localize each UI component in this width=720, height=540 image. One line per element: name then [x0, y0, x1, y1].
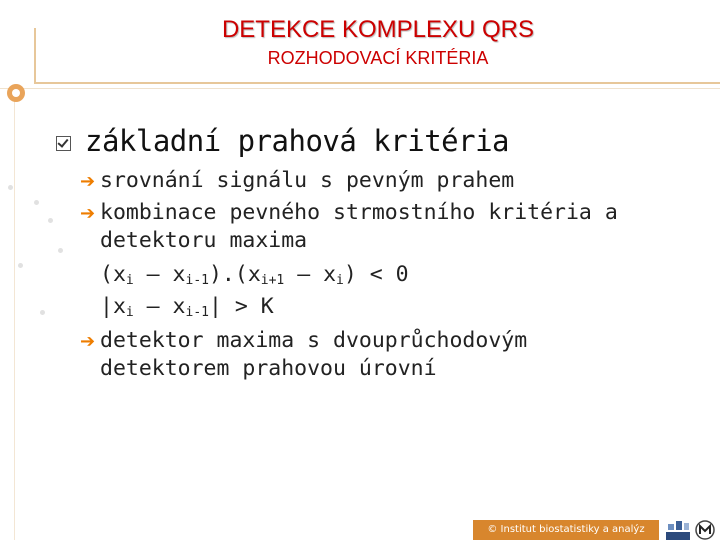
arrow-right-icon: ➔	[80, 331, 96, 352]
list-item-text: detektor maxima s dvouprůchodovým	[100, 328, 528, 353]
decorative-dot	[8, 185, 13, 190]
arrow-right-icon: ➔	[80, 203, 96, 224]
list-item	[80, 200, 618, 225]
formula-part: |x	[100, 294, 126, 319]
formula-line	[100, 294, 274, 320]
footer-copyright: © Institut biostatistiky a analýz	[473, 520, 659, 540]
formula-line	[100, 262, 409, 288]
slide-subtitle: ROZHODOVACÍ KRITÉRIA	[267, 48, 489, 68]
formula-part: | > K	[208, 294, 274, 319]
decorative-dot	[18, 263, 23, 268]
list-item-text: kombinace pevného strmostního kritéria a	[100, 200, 618, 225]
decorative-dot	[48, 218, 53, 223]
decorative-dot	[58, 248, 63, 253]
formula-subscript: i-1	[185, 273, 209, 288]
formula-subscript: i-1	[185, 305, 209, 320]
checkbox-icon	[56, 136, 71, 151]
list-item-continuation: detektorem prahovou úrovní	[100, 356, 437, 381]
main-bullet	[56, 124, 509, 158]
formula-part: – x	[133, 262, 186, 287]
formula-part: – x	[284, 262, 337, 287]
decorative-circle-icon	[7, 84, 25, 102]
slide-title: DETEKCE KOMPLEXU QRS	[221, 16, 535, 43]
frame-left-line	[14, 100, 15, 540]
formula-part: – x	[133, 294, 186, 319]
university-logo-icon	[694, 520, 716, 540]
formula-subscript: i+1	[260, 273, 285, 288]
list-item	[80, 168, 514, 193]
decorative-dot	[34, 200, 39, 205]
formula-part: (x	[100, 262, 126, 287]
arrow-right-icon: ➔	[80, 171, 96, 192]
formula-part: ).(x	[208, 262, 261, 287]
formula-subscript: i	[336, 273, 344, 288]
main-bullet-text: základní prahová kritéria	[85, 124, 509, 158]
formula-part: ) < 0	[343, 262, 409, 287]
formula-subscript: i	[125, 305, 134, 320]
iba-logo-icon	[666, 520, 690, 540]
list-item-text: srovnání signálu s pevným prahem	[100, 168, 515, 193]
list-item-continuation: detektoru maxima	[100, 228, 308, 253]
list-item	[80, 328, 527, 353]
formula-subscript: i	[125, 273, 134, 288]
decorative-dot	[40, 310, 45, 315]
frame-horizontal-line-light	[0, 88, 720, 89]
frame-horizontal-line	[34, 82, 720, 84]
